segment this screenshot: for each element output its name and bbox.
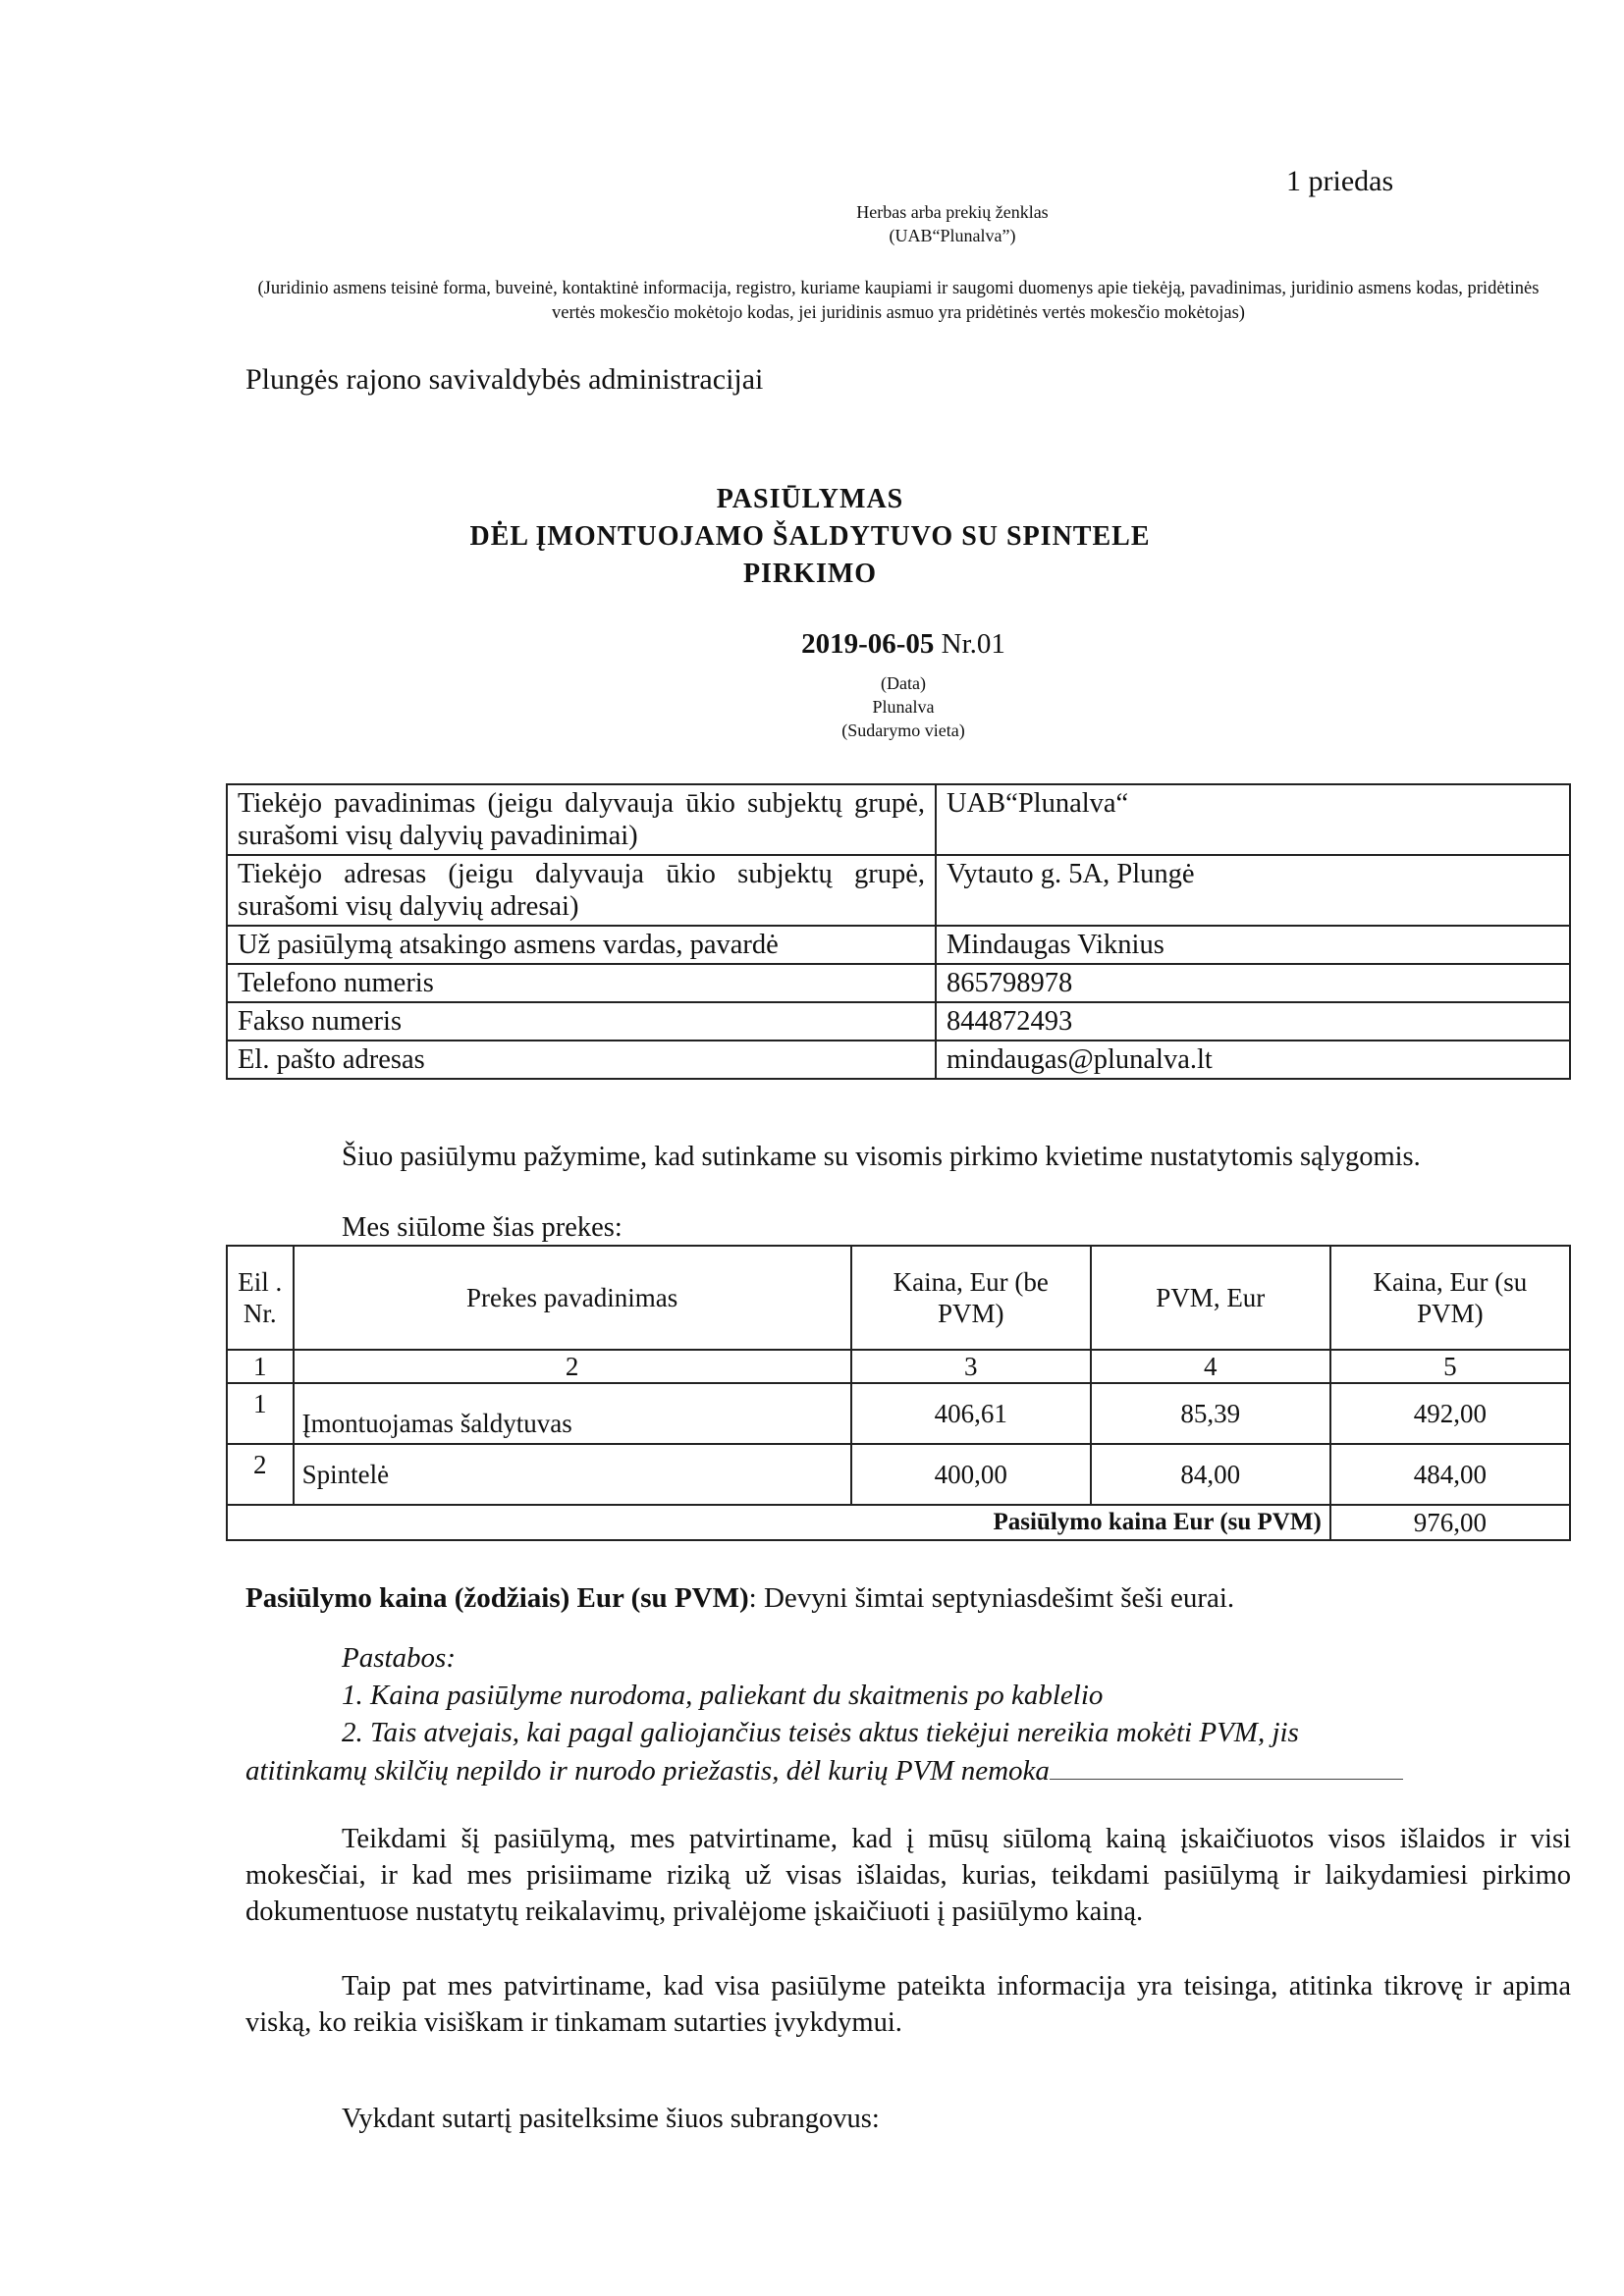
price-in-words-value: : Devyni šimtai septyniasdešimt šeši eurai. [748,1582,1235,1614]
table-row [227,964,1570,1002]
email-value: mindaugas@plunalva.lt [936,1041,1570,1079]
table-row [227,1444,1570,1505]
fax-label: Fakso numeris [227,1002,936,1041]
table-row [227,1002,1570,1041]
supplier-info-table [226,783,1571,1080]
supplier-address-label: Tiekėjo adresas (jeigu dalyvauja ūkio subjektų grupė, surašomi visų dalyvių adresai) [227,855,936,926]
email-label: El. pašto adresas [227,1041,936,1079]
column-number-row [227,1350,1570,1383]
responsible-person-value: Mindaugas Viknius [936,926,1570,964]
col-number: 5 [1330,1350,1570,1383]
phone-value: 865798978 [936,964,1570,1002]
date-number-line [687,628,1119,661]
supplier-name-value: UAB“Plunalva“ [936,784,1570,855]
notes-title: Pastabos: [342,1642,456,1674]
col-number: 1 [227,1350,294,1383]
place-value: Plunalva [872,697,935,717]
table-row [227,855,1570,926]
note-1: 1. Kaina pasiūlyme nurodoma, paliekant du skaitmenis po kablelio [342,1680,1104,1711]
col-number: 4 [1091,1350,1330,1383]
item-name: Spintelė [294,1444,851,1505]
offer-intro: Mes siūlome šias prekes: [342,1212,623,1243]
col-header-gross: Kaina, Eur (su PVM) [1330,1246,1570,1350]
total-row [227,1505,1570,1540]
col-number: 3 [851,1350,1091,1383]
blank-line [1050,1751,1403,1780]
table-row [227,1041,1570,1079]
col-header-vat: PVM, Eur [1091,1246,1330,1350]
price-in-words [245,1582,1234,1615]
item-no: 1 [227,1383,294,1444]
table-row [227,784,1570,855]
item-vat: 84,00 [1091,1444,1330,1505]
supplier-address-value: Vytauto g. 5A, Plungė [936,855,1570,926]
notes-block [245,1639,1581,1789]
item-name: Įmontuojamas šaldytuvas [294,1383,851,1444]
table-row [227,926,1570,964]
item-gross-price: 492,00 [1330,1383,1570,1444]
item-net-price: 400,00 [851,1444,1091,1505]
col-number: 2 [294,1350,851,1383]
date-caption: (Data) [881,673,926,693]
title-line-2: DĖL ĮMONTUOJAMO ŠALDYTUVO SU SPINTELE [469,521,1151,552]
item-no: 2 [227,1444,294,1505]
note-2-line-2: atitinkamų skilčių nepildo ir nurodo priežastis, dėl kurių PVM nemoka [245,1755,1050,1787]
addressee: Plungės rajono savivaldybės administracijai [245,363,764,396]
confirmation-paragraph-2: Taip pat mes patvirtiname, kad visa pasiūlyme pateikta informacija yra teisinga, atitinka tikrovę ir apima viską, ko reikia visiškam ir tinkamam sutarties įvykdymui. [245,1971,1571,2038]
item-gross-price: 484,00 [1330,1444,1570,1505]
col-header-name: Prekes pavadinimas [294,1246,851,1350]
responsible-person-label: Už pasiūlymą atsakingo asmens vardas, pavardė [227,926,936,964]
note-2-line-1: 2. Tais atvejais, kai pagal galiojančius teisės aktus tiekėjui nereikia mokėti PVM, jis [342,1717,1299,1748]
item-vat: 85,39 [1091,1383,1330,1444]
total-value: 976,00 [1330,1505,1570,1540]
subcontractors-intro: Vykdant sutartį pasitelksime šiuos subrangovus: [342,2104,880,2134]
company-caption: (UAB“Plunalva”) [889,226,1016,245]
legal-info-caption: (Juridinio asmens teisinė forma, buveinė, kontaktinė informacija, registro, kuriame kaupiami ir saugomi duomenys apie tiekėją, pavadinimas, juridinio asmens kodas, pridėtinės vertės mokesčio mokėtojo kodas, jei juridinis asmuo yra pridėtinės vertės mokesčio mokėtojas) [257,279,1540,323]
place-caption: (Sudarymo vieta) [841,721,965,740]
col-header-no: Eil . Nr. [227,1246,294,1350]
logo-placeholder [687,200,1218,247]
items-table [226,1245,1571,1541]
confirmation-paragraph-1: Teikdami šį pasiūlymą, mes patvirtiname, kad į mūsų siūlomą kainą įskaičiuotos visos išlaidos ir visi mokesčiai, ir kad mes prisiimame riziką už visas išlaidas, kurias, teikdami pasiūlymą ir laikydamiesi pirkimo dokumentuose nustatytų reikalavimų, privalėjome įskaičiuoti į pasiūlymo kainą. [245,1824,1571,1927]
title-line-1: PASIŪLYMAS [716,484,904,514]
price-in-words-label: Pasiūlymo kaina (žodžiais) Eur (su PVM) [245,1582,749,1614]
item-net-price: 406,61 [851,1383,1091,1444]
fax-value: 844872493 [936,1002,1570,1041]
col-header-net: Kaina, Eur (be PVM) [851,1246,1091,1350]
logo-caption: Herbas arba prekių ženklas [856,202,1049,222]
annex-label: 1 priedas [1286,165,1394,197]
table-row [227,1383,1570,1444]
document-number: Nr.01 [941,628,1005,660]
document-date: 2019-06-05 [801,628,935,660]
total-label: Pasiūlymo kaina Eur (su PVM) [227,1505,1330,1540]
document-title [442,481,1178,593]
supplier-name-label: Tiekėjo pavadinimas (jeigu dalyvauja ūkio subjektų grupė, surašomi visų dalyvių pavadinimai) [227,784,936,855]
table-header-row [227,1246,1570,1350]
title-line-3: PIRKIMO [742,559,878,589]
agreement-paragraph: Šiuo pasiūlymu pažymime, kad sutinkame su visomis pirkimo kvietime nustatytomis sąlygomis. [342,1142,1421,1172]
phone-label: Telefono numeris [227,964,936,1002]
